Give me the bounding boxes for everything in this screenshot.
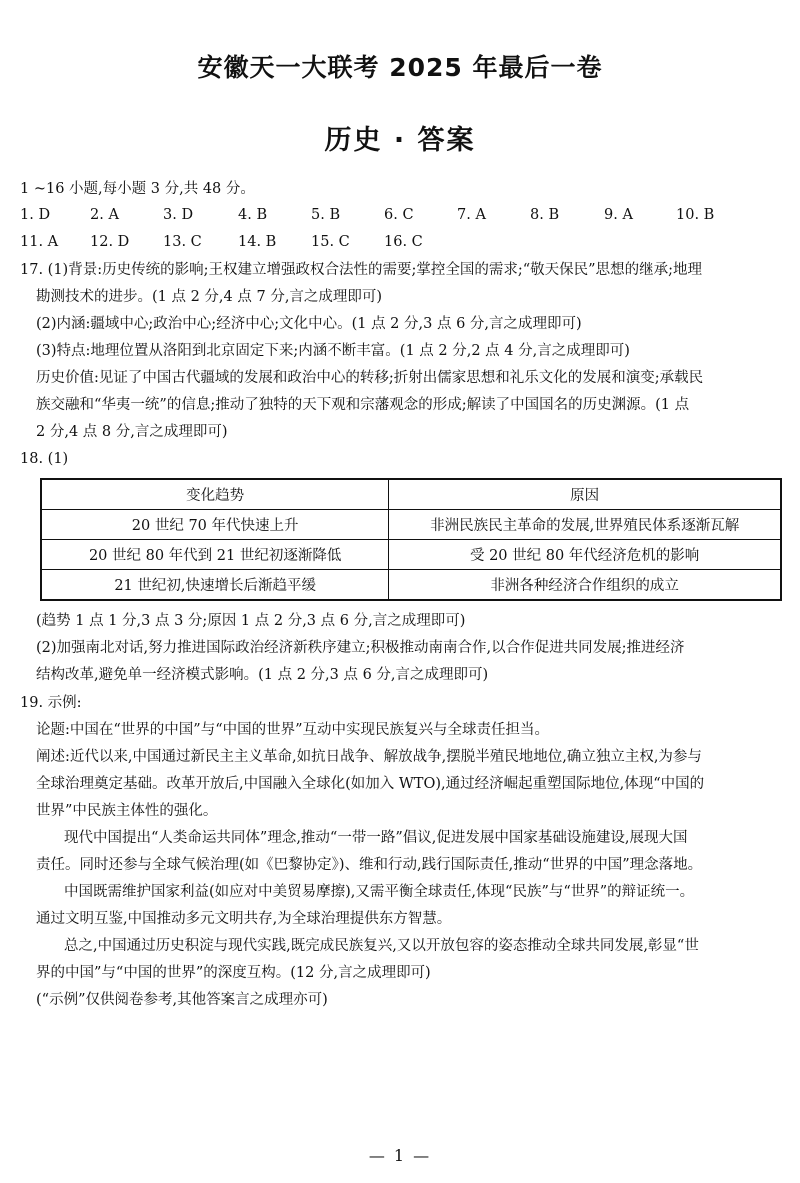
- q19-line: 通过文明互鉴,中国推动多元文明共存,为全球治理提供东方智慧。: [36, 911, 452, 927]
- table-header: 变化趋势: [41, 479, 389, 510]
- table-header-row: [41, 479, 781, 510]
- table-cell: 20 世纪 80 年代到 21 世纪初逐渐降低: [41, 540, 389, 570]
- table-cell: 非洲各种经济合作组织的成立: [389, 570, 781, 601]
- q18-line: (2)加强南北对话,努力推进国际政治经济新秩序建立;积极推动南南合作,以合作促进共同发展;推进经济: [36, 640, 685, 656]
- mc-answer: 3. D: [163, 207, 194, 223]
- q17-line: 2 分,4 点 8 分,言之成理即可): [36, 424, 228, 440]
- q19-line: 阐述:近代以来,中国通过新民主主义革命,如抗日战争、解放战争,摆脱半殖民地地位,确立独立主权,为参与: [36, 749, 702, 765]
- q19-note: (“示例”仅供阅卷参考,其他答案言之成理亦可): [36, 992, 328, 1008]
- mc-answer: 11. A: [20, 234, 59, 250]
- mc-answer: 9. A: [604, 207, 633, 223]
- mc-answer: 1. D: [20, 207, 51, 223]
- trend-table: [40, 478, 782, 601]
- mc-answer: 4. B: [238, 207, 268, 223]
- table-row: [41, 570, 781, 601]
- mc-answer: 5. B: [311, 207, 341, 223]
- q19-line: 界的中国”与“中国的世界”的深度互构。(12 分,言之成理即可): [36, 965, 431, 981]
- q18-line: (趋势 1 点 1 分,3 点 3 分;原因 1 点 2 分,3 点 6 分,言之成理即可): [36, 613, 466, 629]
- q19-line: 总之,中国通过历史积淀与现代实践,既完成民族复兴,又以开放包容的姿态推动全球共同发展,彰显“世: [64, 938, 699, 954]
- q19-line: 世界”中民族主体性的强化。: [36, 803, 218, 819]
- q18-line: 结构改革,避免单一经济模式影响。(1 点 2 分,3 点 6 分,言之成理即可): [36, 667, 489, 683]
- page-number: — 1 —: [368, 1146, 432, 1165]
- mc-answer: 13. C: [163, 234, 202, 250]
- mc-answer: 7. A: [457, 207, 486, 223]
- table-cell: 非洲民族民主革命的发展,世界殖民体系逐渐瓦解: [389, 510, 781, 540]
- q19-line: 全球治理奠定基础。改革开放后,中国融入全球化(如加入 WTO),通过经济崛起重塑国际地位,体现“中国的: [36, 776, 705, 792]
- table-cell: 20 世纪 70 年代快速上升: [41, 510, 389, 540]
- q17-line: 勘测技术的进步。(1 点 2 分,4 点 7 分,言之成理即可): [36, 289, 383, 305]
- mc-answer: 2. A: [90, 207, 119, 223]
- q19-line: 责任。同时还参与全球气候治理(如《巴黎协定》)、维和行动,践行国际责任,推动“世界的中国”理念落地。: [36, 857, 703, 873]
- mc-intro: 1 ~16 小题,每小题 3 分,共 48 分。: [20, 181, 255, 197]
- table-cell: 21 世纪初,快速增长后渐趋平缓: [41, 570, 389, 601]
- q17-line: 族交融和“华夷一统”的信息;推动了独特的天下观和宗藩观念的形成;解读了中国国名的历史渊源。(1 点: [36, 397, 690, 413]
- table-cell: 受 20 世纪 80 年代经济危机的影响: [389, 540, 781, 570]
- mc-answer: 15. C: [311, 234, 350, 250]
- mc-answer: 8. B: [530, 207, 560, 223]
- mc-answer: 6. C: [384, 207, 414, 223]
- mc-answer: 10. B: [676, 207, 715, 223]
- exam-title: 安徽天一大联考 2025 年最后一卷: [197, 53, 603, 82]
- q17-line: (2)内涵:疆域中心;政治中心;经济中心;文化中心。(1 点 2 分,3 点 6 分,言之成理即可): [36, 316, 582, 332]
- mc-answer: 14. B: [238, 234, 277, 250]
- table-header: 原因: [389, 479, 781, 510]
- q19-line: 论题:中国在“世界的中国”与“中国的世界”互动中实现民族复兴与全球责任担当。: [36, 722, 550, 738]
- table-row: [41, 540, 781, 570]
- mc-answer: 12. D: [90, 234, 130, 250]
- q17-line: 历史价值:见证了中国古代疆域的发展和政治中心的转移;折射出儒家思想和礼乐文化的发展和演变;承载民: [36, 370, 704, 386]
- q17-line: (3)特点:地理位置从洛阳到北京固定下来;内涵不断丰富。(1 点 2 分,2 点 4 分,言之成理即可): [36, 343, 630, 359]
- subject-title: 历史 · 答案: [324, 125, 476, 156]
- q19-line: 现代中国提出“人类命运共同体”理念,推动“一带一路”倡议,促进发展中国家基础设施建设,展现大国: [64, 830, 688, 846]
- table-row: [41, 510, 781, 540]
- q19-label: 19. 示例:: [20, 695, 82, 711]
- q18-label: 18. (1): [20, 451, 69, 467]
- q19-line: 中国既需维护国家利益(如应对中美贸易摩擦),又需平衡全球责任,体现“民族”与“世界”的辩证统一。: [64, 884, 695, 900]
- mc-answer: 16. C: [384, 234, 423, 250]
- q17-line: 17. (1)背景:历史传统的影响;王权建立增强政权合法性的需要;掌控全国的需求;“敬天保民”思想的继承;地理: [20, 262, 702, 278]
